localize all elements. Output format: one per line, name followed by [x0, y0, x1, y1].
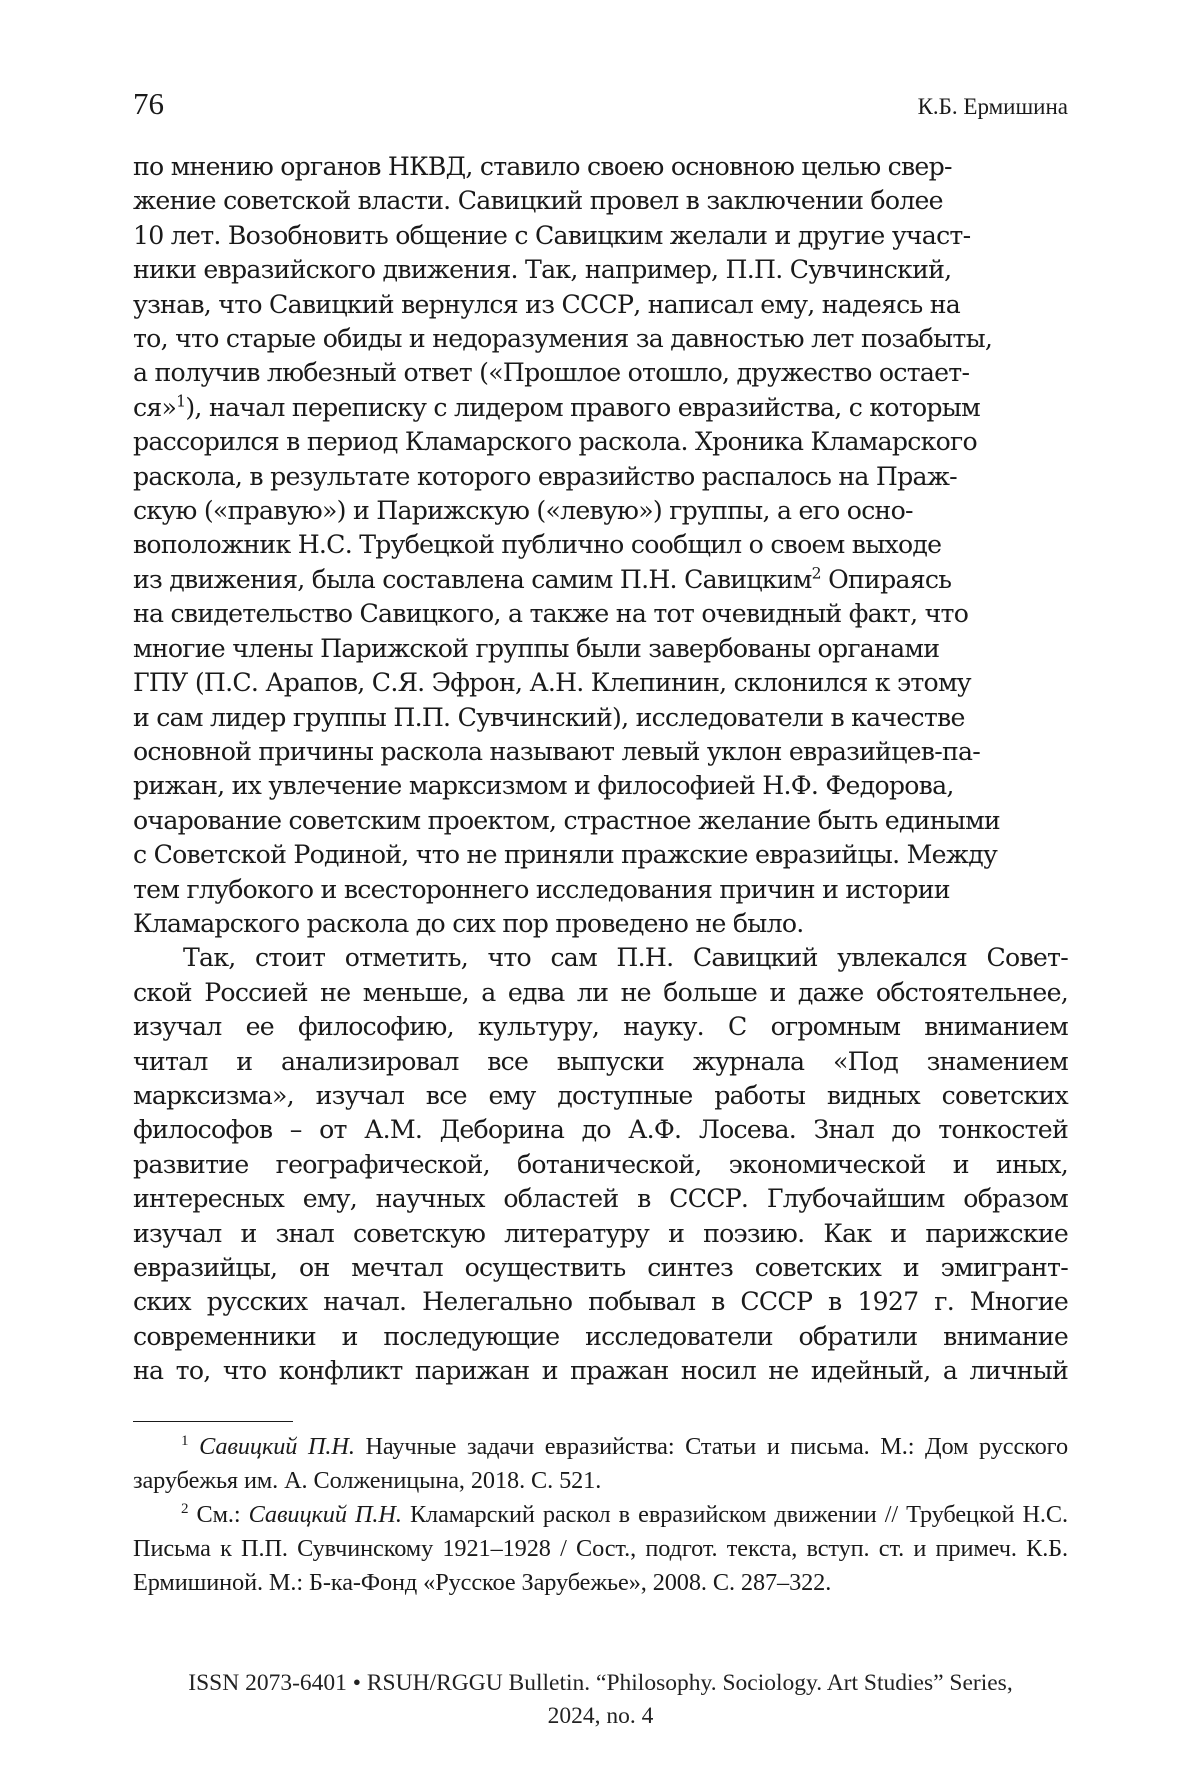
footnote-2-text: Кламарский раскол в евразийском движении // Трубецкой Н.С. Письма к П.П. Сувчинскому 1921–1928 / Сост., подгот. текста, вступ. ст. и примеч. К.Б. Ермишиной. М.: Б-ка-Фонд «Русское Зарубежье», 2008. С. 287–322.: [133, 1501, 1068, 1596]
footnote-2-number: 2: [181, 1500, 189, 1517]
colophon-line-1: ISSN 2073-6401 • RSUH/RGGU Bulletin. “Philosophy. Sociology. Art Studies” Series,: [188, 1670, 1013, 1696]
colophon-line-2: 2024, no. 4: [547, 1703, 654, 1729]
journal-colophon: [133, 1667, 1068, 1733]
footnote-divider: [133, 1421, 293, 1422]
footnote-reference-2[interactable]: 2: [811, 564, 821, 583]
paragraph-1-text-c: ), начал переписку с лидером правого евразийства, с которым рассорился в период Кламарского раскола. Хроника Кламарского раскола, в результате которого евразийство распалось на Праж- скую («правую») и Парижскую («левую») группы, а его осно- воположник Н.С. Трубецкой публично сообщил о своем выходе из движения, была составлена самим П.Н. Савицким: [133, 392, 980, 594]
footnote-1: [133, 1430, 1068, 1498]
footnote-1-number: 1: [181, 1432, 189, 1449]
paragraph-1-text-d: Опираясь на свидетельство Савицкого, а также на тот очевидный факт, что многие члены Парижской группы были завербованы органами ГПУ (П.С. Арапов, С.Я. Эфрон, А.Н. Клепинин, склонился к этому и сам лидер группы П.П. Сувчинский), исследователи в качестве основной причины раскола называют левый уклон евразийцев-па- рижан, их увлечение марксизмом и философией Н.Ф. Федорова, очарование советским проектом, страстное желание быть едиными с Советской Родиной, что не приняли пражские евразийцы. Между тем глубокого и всестороннего исследования причин и истории Кламарского раскола до сих пор проведено не было.: [133, 564, 1000, 938]
main-text: [133, 150, 1068, 1389]
footnotes: [133, 1430, 1068, 1600]
body-paragraph-1: [133, 150, 1068, 941]
footnote-2: [133, 1498, 1068, 1600]
running-header: [133, 86, 1068, 126]
paragraph-1-text-a: по мнению органов НКВД, ставило своею основною целью свер- жение советской власти. Савицкий провел в заключении более 10 лет. Возобновить общение с Савицким желали и другие участ- ники евразийского движения. Так, например, П.П. Сувчинский, узнав, что Савицкий вернулся из СССР, написал ему, надеясь на то, что старые обиды и недоразумения за давностью лет позабыты, а получив любезный ответ («Прошлое отошло, дружество остает-: [133, 152, 993, 388]
body-paragraph-2: Так, стоит отметить, что сам П.Н. Савицкий увлекался Совет- ской Россией не меньше, а едва ли не больше и даже обстоятельнее, изучал ее философию, культуру, науку. С огромным вниманием читал и анализировал все выпуски журнала «Под знамением марксизма», изучал все ему доступные работы видных советских философов – от А.М. Деборина до А.Ф. Лосева. Знал до тонкостей развитие географической, ботанической, экономической и иных, интересных ему, научных областей в СССР. Глубочайшим образом изучал и знал советскую литературу и поэзию. Как и парижские евразийцы, он мечтал осуществить синтез советских и эмигрант- ских русских начал. Нелегально побывал в СССР в 1927 г. Многие современники и последующие исследователи обратили внимание на то, что конфликт парижан и пражан носил не идейный, а личный: [133, 943, 1068, 1386]
paragraph-1-text-b: ся»: [133, 392, 177, 422]
footnote-1-text: Научные задачи евразийства: Статьи и письма. М.: Дом русского зарубежья им. А. Солженицына, 2018. С. 521.: [133, 1433, 1068, 1494]
running-head-author: К.Б. Ермишина: [917, 94, 1068, 119]
footnote-1-author: Савицкий П.Н.: [199, 1433, 355, 1460]
footnote-2-author: Савицкий П.Н.: [248, 1501, 402, 1528]
page-number: 76: [133, 86, 164, 121]
footnote-2-prefix: См.:: [188, 1501, 249, 1528]
footnote-reference-1[interactable]: 1: [176, 392, 186, 411]
